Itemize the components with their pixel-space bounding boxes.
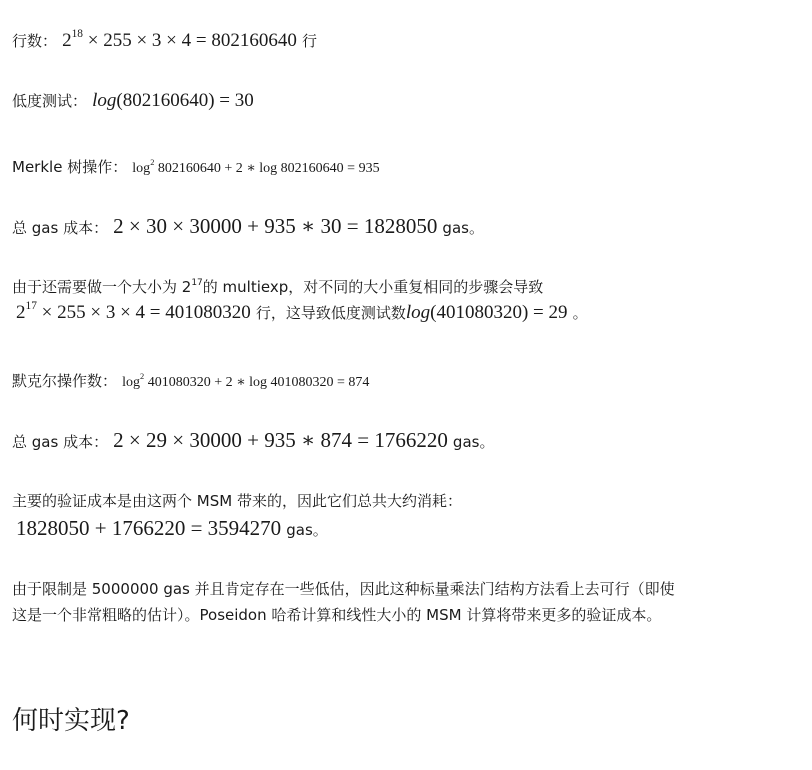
low-degree-line [12, 90, 254, 112]
multiexp-text-c: 行，这导致低度测试数 [255, 304, 406, 322]
total-gas-line-2 [12, 428, 494, 453]
multiexp-text-d: 。 [572, 304, 588, 322]
multiexp-text-line-2 [16, 299, 588, 324]
total-gas-label-1: 总 gas 成本： [12, 219, 109, 237]
merkle-line [12, 156, 380, 177]
conclusion-line-1: 由于限制是 5000000 gas 并且肯定存在一些低估，因此这种标量乘法门结构方法看上去可行（即使 [12, 580, 675, 598]
total-gas-unit-2: gas。 [452, 433, 495, 451]
rows-label: 行数： [12, 32, 58, 50]
total-gas-unit-1: gas。 [442, 219, 484, 237]
merkle2-label: 默克尔操作数： [12, 372, 118, 390]
summary-unit: gas。 [286, 521, 328, 539]
merkle2-line [12, 370, 369, 391]
low-degree-label: 低度测试： [12, 92, 88, 110]
total-gas-formula-2: 2 × 29 × 30000 + 935 ∗ 874 = 1766220 [113, 428, 448, 452]
rows-unit: 行 [301, 32, 317, 50]
total-gas-formula-1: 2 × 30 × 30000 + 935 ∗ 30 = 1828050 [113, 214, 438, 238]
rows-formula: $2^{18} \times 255 \times 3 \times 4 = 802160640$ [62, 27, 297, 51]
total-gas-label-2: 总 gas 成本： [12, 433, 109, 451]
summary-formula: 1828050 + 1766220 = 3594270 [16, 516, 282, 540]
multiexp-text-line-1: 由于还需要做一个大小为 $2^{17}$的 multiexp，对不同的大小重复相同的步骤会导致 [12, 277, 544, 296]
conclusion-line-2: 这是一个非常粗略的估计）。Poseidon 哈希计算和线性大小的 MSM 计算将带来更多的验证成本。 [12, 606, 662, 624]
low-degree-formula: log(802160640) = 30 [92, 90, 254, 111]
summary-text: 主要的验证成本是由这两个 MSM 带来的，因此它们总共大约消耗： [12, 492, 462, 510]
summary-formula-line [16, 516, 328, 541]
multiexp-low-degree-formula: log(401080320) = 29 [405, 302, 568, 323]
merkle-formula: $\log^2 802160640 + 2$ ∗ log 802160640 = 935 [132, 158, 380, 176]
multiexp-formula: $2^{17} \times 255 \times 3 \times 4 = 401080320$ [16, 299, 251, 323]
section-heading: 何时实现? [12, 706, 130, 736]
rows-line [12, 27, 317, 52]
merkle-label: Merkle 树操作： [12, 158, 128, 176]
total-gas-line-1 [12, 214, 484, 239]
merkle2-formula: $\log^2 401080320 + 2$ ∗ log 401080320 = 874 [122, 372, 370, 390]
